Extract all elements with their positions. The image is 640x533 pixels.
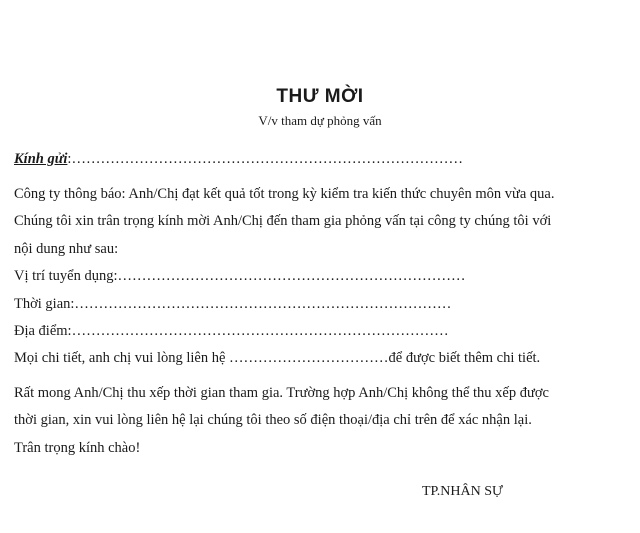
field-position: Vị trí tuyển dụng:………………………………………………………………: [14, 268, 466, 284]
paragraph1-line-3: nội dung như sau:: [14, 241, 119, 257]
field-location: Địa điểm:……………………………………………………………………: [14, 323, 449, 339]
paragraph1-line-2: Chúng tôi xin trân trọng kính mời Anh/Chị đến tham gia phỏng vấn tại công ty chúng tôi với: [14, 213, 552, 229]
paragraph2-line-2: thời gian, xin vui lòng liên hệ lại chúng tôi theo số điện thoại/địa chỉ trên để xác nhận lại.: [14, 412, 532, 428]
salutation-fill: :………………………………………………………………………: [67, 151, 463, 167]
salutation-label: Kính gửi: [14, 151, 68, 167]
salutation-line: [14, 151, 463, 168]
signature: TP.NHÂN SỰ: [422, 484, 503, 499]
closing-line: Trân trọng kính chào!: [14, 440, 141, 456]
field-time: Thời gian:……………………………………………………………………: [14, 296, 452, 312]
contact-line: Mọi chi tiết, anh chị vui lòng liên hệ ……………………………để được biết thêm chi tiết.: [14, 350, 541, 366]
letter-subtitle: V/v tham dự phỏng vấn: [258, 113, 382, 128]
paragraph1-line-1: Công ty thông báo: Anh/Chị đạt kết quả tốt trong kỳ kiểm tra kiến thức chuyên môn vừa qua.: [14, 186, 555, 202]
paragraph2-line-1: Rất mong Anh/Chị thu xếp thời gian tham gia. Trường hợp Anh/Chị không thể thu xếp được: [14, 385, 549, 401]
letter-title: THƯ MỜI: [276, 86, 364, 107]
